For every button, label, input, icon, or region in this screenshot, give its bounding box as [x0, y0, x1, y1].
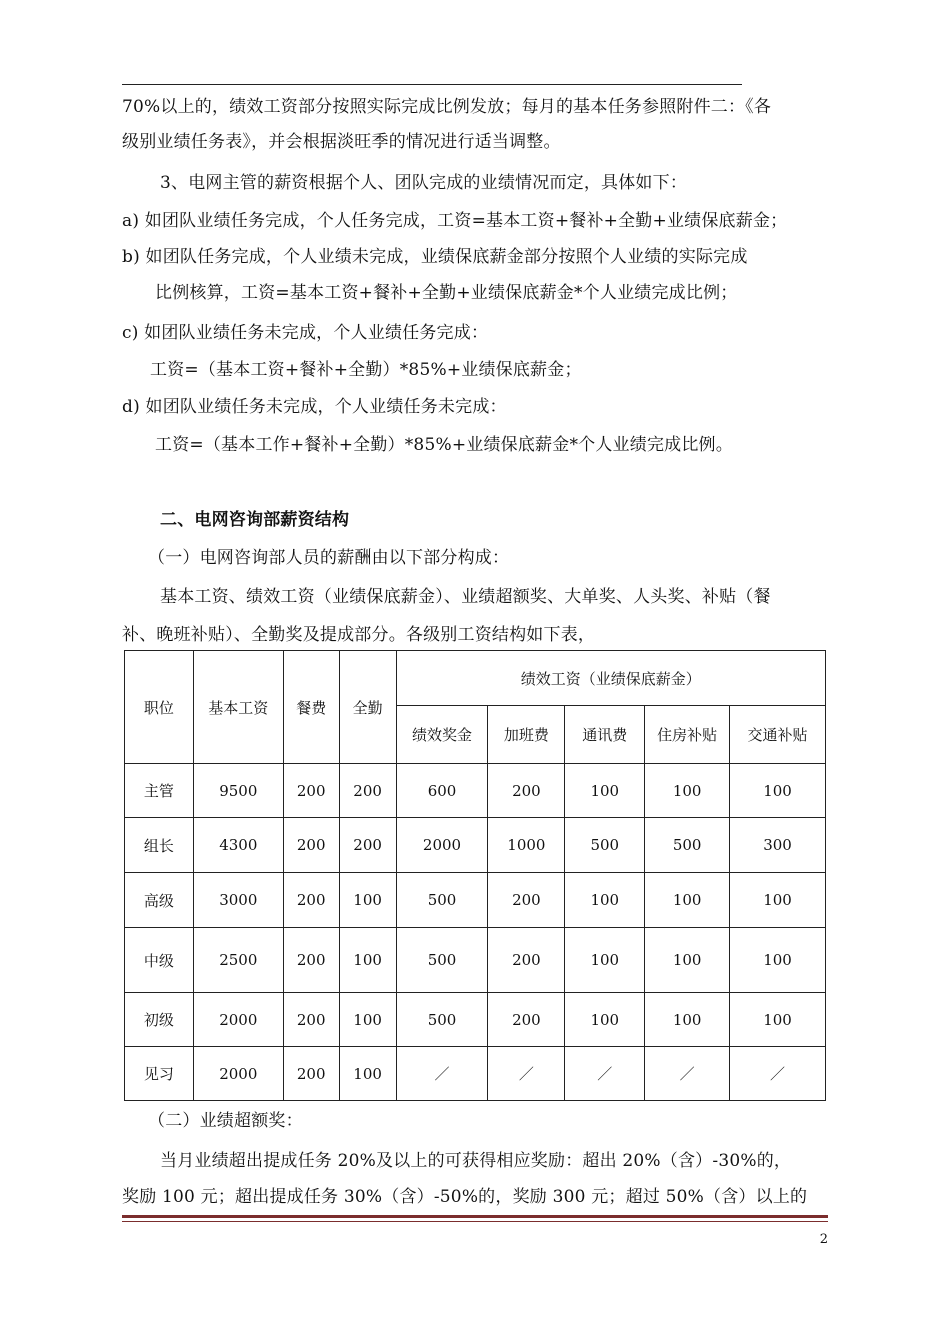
- table-row: [125, 764, 826, 818]
- table-cell: 100: [565, 928, 645, 993]
- table-row: [125, 1047, 826, 1101]
- paragraph-line: 奖励 100 元；超出提成任务 30%（含）-50%的，奖励 300 元；超过 50%（含）以上的: [122, 1187, 808, 1207]
- table-cell: 200: [283, 764, 339, 818]
- table-cell: 2000: [193, 993, 283, 1047]
- table-cell: 100: [339, 1047, 396, 1101]
- table-cell: 100: [565, 764, 645, 818]
- table-row: [125, 928, 826, 993]
- header-rule: [122, 84, 742, 85]
- table-cell: ／: [645, 1047, 730, 1101]
- table-cell: 100: [730, 993, 826, 1047]
- header-communication: 通讯费: [565, 706, 645, 764]
- table-header-row: [125, 651, 826, 706]
- table-cell: 100: [645, 764, 730, 818]
- table-cell: 初级: [125, 993, 194, 1047]
- table-cell: 100: [339, 928, 396, 993]
- table-cell: 500: [645, 818, 730, 873]
- table-cell: 200: [488, 993, 565, 1047]
- table-cell: 500: [396, 993, 488, 1047]
- table-cell: 100: [645, 928, 730, 993]
- table-cell: 200: [488, 928, 565, 993]
- table-cell: 4300: [193, 818, 283, 873]
- table-cell: 200: [283, 1047, 339, 1101]
- table-cell: 200: [283, 928, 339, 993]
- table-cell: 2000: [193, 1047, 283, 1101]
- list-item-a: a) 如团队业绩任务完成，个人任务完成，工资=基本工资+餐补+全勤+业绩保底薪金；: [122, 211, 788, 231]
- table-row: [125, 993, 826, 1047]
- footer-rule: [122, 1215, 828, 1218]
- paragraph-line: 级别业绩任务表》，并会根据淡旺季的情况进行适当调整。: [122, 132, 561, 152]
- table-cell: 2000: [396, 818, 488, 873]
- header-meal: 餐费: [283, 651, 339, 764]
- table-cell: ／: [565, 1047, 645, 1101]
- header-attendance: 全勤: [339, 651, 396, 764]
- header-housing: 住房补贴: [645, 706, 730, 764]
- header-position: 职位: [125, 651, 194, 764]
- table-cell: ／: [730, 1047, 826, 1101]
- page-number: 2: [819, 1232, 828, 1247]
- table-cell: 2500: [193, 928, 283, 993]
- table-cell: 9500: [193, 764, 283, 818]
- paragraph-line: （二）业绩超额奖：: [148, 1111, 303, 1131]
- table-cell: 3000: [193, 873, 283, 928]
- header-overtime: 加班费: [488, 706, 565, 764]
- header-base-salary: 基本工资: [193, 651, 283, 764]
- table-cell: 100: [730, 873, 826, 928]
- table-cell: 100: [730, 928, 826, 993]
- table-row: [125, 873, 826, 928]
- table-cell: 300: [730, 818, 826, 873]
- salary-structure-table: [124, 650, 826, 1101]
- table-cell: 600: [396, 764, 488, 818]
- table-cell: 200: [488, 764, 565, 818]
- formula-d: 工资=（基本工作+餐补+全勤）*85%+业绩保底薪金*个人业绩完成比例。: [155, 435, 733, 455]
- footer-rule-thin: [122, 1221, 828, 1222]
- table-cell: 中级: [125, 928, 194, 993]
- table-cell: 100: [730, 764, 826, 818]
- list-item-c: c) 如团队业绩任务未完成，个人业绩任务完成：: [122, 323, 489, 343]
- table-cell: 200: [339, 764, 396, 818]
- table-cell: 200: [339, 818, 396, 873]
- paragraph-line: 补、晚班补贴）、全勤奖及提成部分。各级别工资结构如下表，: [122, 625, 596, 645]
- table-cell: 高级: [125, 873, 194, 928]
- list-item-b: b) 如团队任务完成，个人业绩未完成，业绩保底薪金部分按照个人业绩的实际完成: [122, 247, 748, 267]
- table-cell: 500: [396, 873, 488, 928]
- table-cell: 100: [339, 873, 396, 928]
- table-cell: 200: [283, 873, 339, 928]
- table-cell: 100: [339, 993, 396, 1047]
- paragraph-line: （一）电网咨询部人员的薪酬由以下部分构成：: [148, 548, 510, 568]
- header-transport: 交通补贴: [730, 706, 826, 764]
- paragraph-line: 70%以上的，绩效工资部分按照实际完成比例发放；每月的基本任务参照附件二：《各: [122, 97, 772, 117]
- paragraph-line: 3、电网主管的薪资根据个人、团队完成的业绩情况而定，具体如下：: [160, 173, 688, 193]
- table-cell: ／: [488, 1047, 565, 1101]
- table-cell: 100: [565, 993, 645, 1047]
- table-cell: 1000: [488, 818, 565, 873]
- table-cell: 200: [283, 993, 339, 1047]
- list-item-d: d) 如团队业绩任务未完成，个人业绩任务未完成：: [122, 397, 507, 417]
- table-cell: 500: [396, 928, 488, 993]
- table-cell: 100: [645, 993, 730, 1047]
- header-bonus: 绩效奖金: [396, 706, 488, 764]
- table-cell: 主管: [125, 764, 194, 818]
- header-performance-group: 绩效工资（业绩保底薪金）: [396, 651, 825, 706]
- list-item-b-cont: 比例核算，工资=基本工资+餐补+全勤+业绩保底薪金*个人业绩完成比例；: [155, 283, 738, 303]
- table-cell: 200: [488, 873, 565, 928]
- table-cell: ／: [396, 1047, 488, 1101]
- table-row: [125, 818, 826, 873]
- formula-c: 工资=（基本工资+餐补+全勤）*85%+业绩保底薪金；: [150, 360, 582, 380]
- table-cell: 100: [645, 873, 730, 928]
- section-heading: 二、电网咨询部薪资结构: [160, 510, 350, 530]
- table-cell: 100: [565, 873, 645, 928]
- paragraph-line: 当月业绩超出提成任务 20%及以上的可获得相应奖励：超出 20%（含）-30%的，: [160, 1151, 792, 1171]
- paragraph-line: 基本工资、绩效工资（业绩保底薪金）、业绩超额奖、大单奖、人头奖、补贴（餐: [160, 587, 771, 607]
- table-cell: 200: [283, 818, 339, 873]
- table-cell: 组长: [125, 818, 194, 873]
- table-cell: 见习: [125, 1047, 194, 1101]
- table-cell: 500: [565, 818, 645, 873]
